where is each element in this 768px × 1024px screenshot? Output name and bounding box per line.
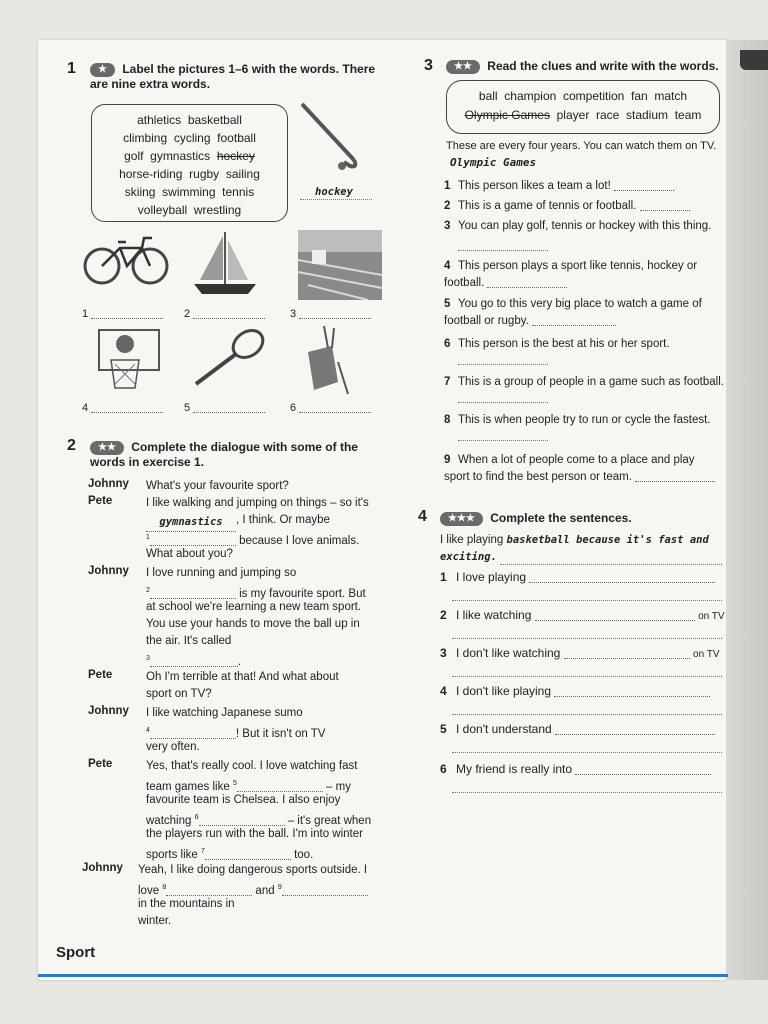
clue-item: 8 This is when people try to run or cycle the fastest. [444, 414, 711, 426]
golf-bag-picture [294, 322, 354, 396]
dialogue-line: favourite team is Chelsea. I also enjoy [146, 794, 341, 806]
dialogue-line: very often. [146, 741, 200, 753]
speaker-pete: Pete [88, 758, 113, 770]
picture-label-1: 1 [82, 308, 163, 320]
sentence-item: 6 My friend is really into [440, 762, 711, 776]
sentence-item: 1 I love playing [440, 570, 715, 584]
ex4-number: 4 [418, 508, 427, 525]
hockey-stick-picture [298, 100, 378, 175]
clue-item: 2 This is a game of tennis or football. [444, 198, 718, 215]
ex4-example-answer: basketball because it's fast and exciting. [440, 534, 709, 563]
dialogue-line: watching $^6$ – it's great when [146, 814, 372, 827]
bicycle-picture [82, 228, 172, 288]
clue-item: 7 This is a group of people in a game such as football. [444, 376, 724, 388]
ex4-example: I like playing basketball because it's fast and exciting. [440, 534, 709, 563]
picture-label-5: 5 [184, 402, 265, 414]
speaker-johnny: Johnny [88, 565, 129, 577]
clue-item: 3 You can play golf, tennis or hockey with this thing. [444, 220, 712, 232]
picture-label-3: 3 [290, 308, 371, 320]
ex1-word-box: athletics basketball climbing cycling football golf gymnastics hockey horse-riding rugby sailing skiing swimming tennis volleyball wrestling [91, 104, 288, 222]
dialogue-line: I like walking and jumping on things – so it's [146, 497, 369, 509]
footer-rule [38, 974, 728, 977]
speaker-pete: Pete [88, 669, 113, 681]
dialogue-line: at school we're learning a new team sport. [146, 601, 362, 613]
dialogue-line: Oh I'm terrible at that! And what about [146, 671, 339, 683]
sentence-item: 2 I like watching on TV [440, 608, 725, 622]
dialogue-line: in the mountains in [138, 898, 235, 910]
picture-label-4: 4 [82, 402, 163, 414]
sentence-item: 3 I don't like watching on TV [440, 646, 720, 660]
ex3-example-clue: These are every four years. You can watch them on TV. [446, 140, 717, 152]
ex3-instruction: ★★ Read the clues and write with the words. [446, 59, 726, 74]
page-edge [726, 40, 768, 980]
speaker-pete: Pete [88, 495, 113, 507]
ex4-instruction: ★★★ Complete the sentences. [440, 511, 720, 526]
ex1-stars: ★ [90, 63, 115, 77]
dialogue-line: $^2$ is my favourite sport. But [146, 587, 366, 600]
ex3-word-box: ball champion competition fan match Olympic Games player race stadium team [446, 80, 720, 134]
dialogue-line: the players run with the ball. I'm into winter [146, 828, 363, 840]
ex3-number: 3 [424, 57, 433, 74]
sentence-item: 5 I don't understand [440, 722, 715, 736]
ex2-example-answer: gymnastics [159, 516, 223, 528]
ex2-instruction: ★★ Complete the dialogue with some of the words in exercise 1. [90, 440, 358, 469]
dialogue-line: What's your favourite sport? [146, 480, 289, 492]
ex4-stars: ★★★ [440, 512, 483, 526]
speaker-johnny: Johnny [88, 478, 129, 490]
speaker-johnny: Johnny [88, 705, 129, 717]
dialogue-line: I like watching Japanese sumo [146, 707, 303, 719]
sentence-item: 4 I don't like playing [440, 684, 710, 698]
dialogue-line: the air. It's called [146, 635, 232, 647]
dialogue-line: sport on TV? [146, 688, 212, 700]
clue-item: 5 You go to this very big place to watch a game of football or rugby. [444, 298, 702, 327]
ex1-example-answer: hockey [315, 186, 353, 198]
dialogue-line: $^4$ ! But it isn't on TV [146, 727, 326, 740]
dialogue-line: sports like $^7$ too. [146, 848, 314, 861]
dialogue-line: I love running and jumping so [146, 567, 297, 579]
ex2-stars: ★★ [90, 441, 124, 455]
dialogue-line: $^3$ . [146, 655, 242, 668]
basketball-hoop-picture [95, 326, 165, 396]
struck-word: Olympic Games [464, 108, 550, 122]
ex2-number: 2 [67, 437, 76, 454]
dialogue-line: gymnastics , I think. Or maybe [146, 512, 330, 532]
tennis-racket-picture [190, 326, 274, 388]
picture-label-2: 2 [184, 308, 265, 320]
struck-word: hockey [216, 149, 255, 163]
clue-item: 4 This person plays a sport like tennis, hockey or football. [444, 260, 698, 289]
dialogue-line: Yes, that's really cool. I love watching fast [146, 760, 358, 772]
ex3-example-answer: Olympic Games [450, 156, 537, 169]
ex1-number: 1 [67, 60, 76, 77]
ex1-instruction: ★ Label the pictures 1–6 with the words. There are nine extra words. [90, 62, 376, 91]
dialogue-line: team games like $^5$ – my [146, 780, 351, 793]
dialogue-line: love $^8$ and $^9$ [138, 879, 368, 900]
clue-item: 6 This person is the best at his or her sport. [444, 338, 670, 350]
clue-item: 9 When a lot of people come to a place and play sport to find the best person or team. [444, 452, 716, 486]
page-footer: Sport [56, 944, 96, 961]
ex3-stars: ★★ [446, 60, 480, 74]
swimming-pool-picture [298, 230, 382, 300]
dialogue-line: winter. [138, 915, 172, 927]
picture-label-6: 6 [290, 402, 371, 414]
sailboat-picture [190, 228, 260, 298]
speaker-johnny: Johnny [82, 862, 123, 874]
dialogue-line: Yeah, I like doing dangerous sports outside. I [138, 864, 368, 876]
dialogue-line: $^1$ because I love animals. [146, 534, 360, 547]
dialogue-line: You use your hands to move the ball up in [146, 618, 360, 630]
dialogue-line: What about you? [146, 548, 233, 560]
clue-item: 1 This person likes a team a lot! [444, 178, 718, 195]
